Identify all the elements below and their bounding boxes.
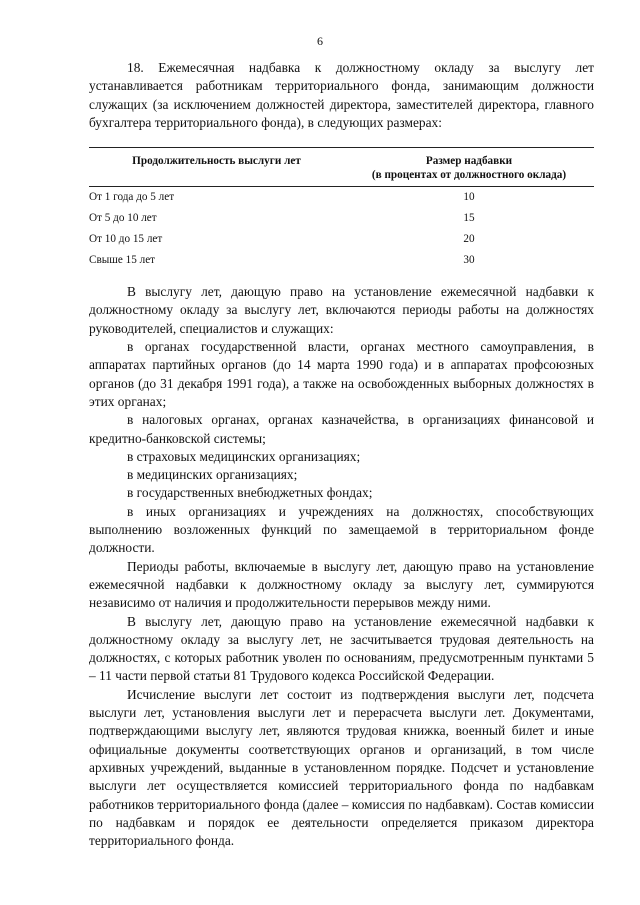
table-row bbox=[89, 208, 594, 229]
list-item: в органах государственной власти, органах местного самоуправления, в аппаратах партийных органов (до 14 марта 1990 года) и в аппаратах профсоюзных органов (до 31 декабря 1991 года), а также на освобожденных выборных должностях в этих органах; bbox=[89, 339, 594, 409]
paragraph: В выслугу лет, дающую право на установление ежемесячной надбавки к должностному окладу за выслугу лет, не засчитывается трудовая деятельность на должностях, с которых работник уволен по основаниям, предусмотренным пунктами 5 – 11 части первой статьи 81 Трудового кодекса Российской Федерации. bbox=[89, 613, 594, 684]
period-cell: От 1 года до 5 лет bbox=[89, 191, 175, 204]
period-cell: Свыше 15 лет bbox=[89, 254, 156, 267]
list-item: в государственных внебюджетных фондах; bbox=[127, 485, 373, 501]
table-row bbox=[89, 250, 594, 271]
list-item: в иных организациях и учреждениях на должностях, способствующих выполнению возложенных функций по замещаемой в территориальном фонде должности. bbox=[89, 503, 594, 556]
list-item: в медицинских организациях; bbox=[127, 467, 298, 483]
period-cell: От 5 до 10 лет bbox=[89, 212, 157, 225]
value-cell: 15 bbox=[463, 212, 475, 225]
value-cell: 10 bbox=[463, 191, 475, 204]
table-row bbox=[89, 187, 594, 209]
header-period: Продолжительность выслуги лет bbox=[89, 148, 344, 187]
list-item: в налоговых органах, органах казначейства, в организациях финансовой и кредитно-банковской системы; bbox=[89, 412, 594, 446]
document-body bbox=[89, 59, 594, 850]
value-cell: 20 bbox=[463, 233, 475, 246]
page-number: 6 bbox=[317, 34, 323, 48]
table-header-row bbox=[89, 148, 594, 187]
period-cell: От 10 до 15 лет bbox=[89, 233, 163, 246]
header-allowance bbox=[344, 148, 594, 187]
list-item: в страховых медицинских организациях; bbox=[127, 448, 361, 464]
value-cell: 30 bbox=[463, 254, 475, 267]
allowance-table bbox=[89, 147, 594, 271]
header-allowance-line1: Размер надбавки bbox=[425, 155, 513, 168]
header-allowance-line2: (в процентах от должностного оклада) bbox=[371, 169, 567, 182]
table-row bbox=[89, 229, 594, 250]
paragraph: В выслугу лет, дающую право на установление ежемесячной надбавки к должностному окладу за выслугу лет, включаются периоды работы на должностях руководителей, специалистов и служащих: bbox=[89, 284, 594, 336]
paragraph: Исчисление выслуги лет состоит из подтверждения выслуги лет, подсчета выслуги лет, установления выслуги лет и перерасчета выслуги лет. Документами, подтверждающими выслугу лет, являются трудовая книжка, военный билет и иные официальные документы соответствующих органов и организаций, в том числе архивных учреждений, выданные в установленном порядке. Подсчет и установление выслуги лет осуществляется комиссией территориального фонда по надбавкам работников территориального фонда (далее – комиссия по надбавкам). Состав комиссии по надбавкам и порядок ее деятельности определяется приказом директора территориального фонда. bbox=[89, 686, 594, 849]
paragraph-18-intro: 18. Ежемесячная надбавка к должностному окладу за выслугу лет устанавливается работникам территориального фонда, занимающим должности служащих (за исключением должностей директора, заместителей директора, главного бухгалтера территориального фонда), в следующих размерах: bbox=[89, 60, 594, 130]
paragraph: Периоды работы, включаемые в выслугу лет, дающую право на установление ежемесячной надбавки к должностному окладу за выслугу лет, суммируются независимо от наличия и продолжительности перерывов между ними. bbox=[89, 558, 594, 611]
